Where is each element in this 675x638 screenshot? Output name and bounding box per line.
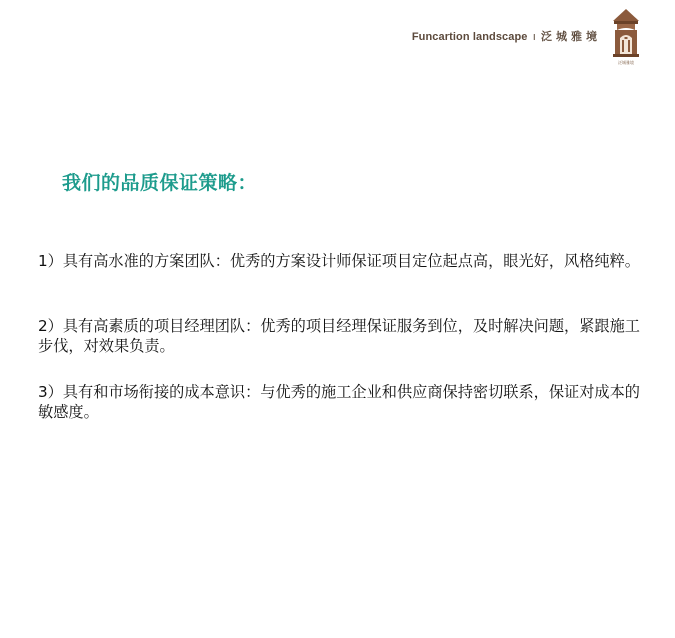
strategy-point-2: 2）具有高素质的项目经理团队：优秀的项目经理保证服务到位，及时解决问题，紧跟施工步伐，对效果负责。 xyxy=(38,317,640,355)
brand-separator: ı xyxy=(532,31,536,43)
brand-name xyxy=(412,28,601,44)
strategy-point-1: 1）具有高水准的方案团队：优秀的方案设计师保证项目定位起点高，眼光好，风格纯粹。 xyxy=(38,252,640,270)
logo-caption: 泛城雅境 xyxy=(618,60,634,65)
brand-name-cn: 泛城雅境 xyxy=(541,31,601,43)
page-title: 我们的品质保证策略： xyxy=(62,172,258,194)
strategy-point-3: 3）具有和市场衔接的成本意识：与优秀的施工企业和供应商保持密切联系，保证对成本的敏感度。 xyxy=(38,383,640,421)
logo xyxy=(611,8,641,66)
pavilion-logo-icon xyxy=(611,8,641,60)
brand-name-en: Funcartion landscape xyxy=(411,31,528,43)
